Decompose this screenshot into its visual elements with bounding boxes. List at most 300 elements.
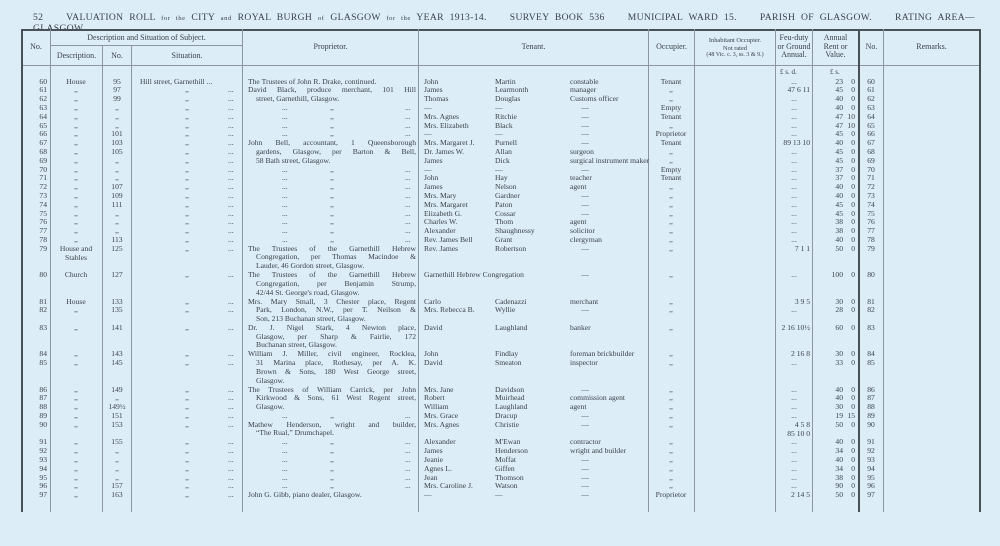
- situation: ,,: [185, 472, 189, 482]
- occupier: ,,: [669, 481, 673, 491]
- proprietor-line: Lauder, 46 Gordon street, Glasgow.: [256, 261, 365, 271]
- record-number-right: 79: [867, 243, 875, 253]
- description: House: [66, 76, 86, 86]
- tenant-occupation: surgical instrument maker: [570, 155, 650, 165]
- record-number: 88: [39, 402, 47, 412]
- rent-shillings: 0: [851, 349, 855, 359]
- proprietor-entry: [248, 139, 416, 165]
- record-number-right: 94: [867, 463, 875, 473]
- tenant-occupation: commission agent: [570, 393, 626, 403]
- proprietor-ditto: ,,: [330, 472, 334, 482]
- title-text: GLASGOW: [330, 12, 381, 23]
- title-text: and: [220, 15, 232, 22]
- column-divider: [858, 29, 860, 512]
- feu-duty: ...: [791, 129, 797, 139]
- tenant-surname: Wyllie: [495, 305, 516, 315]
- house-number: 105: [111, 146, 123, 156]
- ditto-filler: ...: [228, 305, 234, 315]
- description: ,,: [74, 472, 78, 482]
- situation: ,,: [185, 146, 189, 156]
- tenant-first-name: Robert: [424, 393, 445, 403]
- situation: ,,: [185, 190, 189, 200]
- proprietor-ditto: ,,: [330, 173, 334, 183]
- tenant-first-name: Mrs. Margaret: [424, 199, 468, 209]
- proprietor-ditto: ,,: [330, 182, 334, 192]
- column-divider: [242, 29, 243, 512]
- proprietor-ditto: ,,: [330, 454, 334, 464]
- ditto-filler: ...: [228, 384, 234, 394]
- ditto-filler: ...: [405, 173, 411, 183]
- house-number: 151: [111, 410, 123, 420]
- rent-pounds: 38: [835, 226, 843, 236]
- rent-pounds: 40: [835, 102, 843, 112]
- proprietor-ditto: ,,: [330, 164, 334, 174]
- feu-duty: 7 1 1: [794, 243, 810, 253]
- tenant-surname: Thomson: [495, 472, 524, 482]
- table-right-border: [979, 29, 981, 512]
- ditto-filler: ...: [282, 164, 288, 174]
- tenant-surname: Davidson: [495, 384, 525, 394]
- rent-shillings: 0: [851, 270, 855, 280]
- tenant-occupation: banker: [570, 322, 591, 332]
- rent-pounds: 40: [835, 234, 843, 244]
- record-number-right: 61: [867, 85, 875, 95]
- ditto-filler: ...: [282, 226, 288, 236]
- column-divider: [775, 29, 776, 512]
- rent-pounds: 45: [835, 129, 843, 139]
- tenant-occupation: —: [581, 120, 589, 130]
- rating-area: RATING AREA—: [895, 12, 975, 23]
- ditto-filler: ...: [405, 446, 411, 456]
- ditto-filler: ...: [405, 120, 411, 130]
- ditto-filler: ...: [228, 129, 234, 139]
- house-number: ,,: [115, 155, 119, 165]
- rent-shillings: 0: [851, 296, 855, 306]
- rent-shillings: 0: [851, 384, 855, 394]
- description: ,,: [74, 234, 78, 244]
- rent-shillings: 0: [851, 182, 855, 192]
- ditto-filler: ...: [282, 111, 288, 121]
- ditto-filler: ...: [228, 402, 234, 412]
- description: ,,: [74, 349, 78, 359]
- tenant-occupation: foreman brickbuilder: [570, 349, 635, 359]
- proprietor-line: Mrs. Mary Small, 3 Chester place, Regent: [248, 296, 416, 306]
- record-number: 71: [39, 173, 47, 183]
- feu-duty: 85 10 0: [787, 428, 810, 438]
- rent-pounds: 40: [835, 94, 843, 104]
- ditto-filler: ...: [228, 481, 234, 491]
- rent-shillings: 0: [851, 173, 855, 183]
- ditto-filler: ...: [405, 199, 411, 209]
- tenant-first-name: Mrs. Elizabeth: [424, 120, 469, 130]
- ditto-filler: ...: [228, 410, 234, 420]
- ditto-filler: ...: [228, 463, 234, 473]
- house-number: 99: [113, 94, 121, 104]
- proprietor-entry: [248, 491, 416, 500]
- record-number-right: 80: [867, 270, 875, 280]
- record-number: 64: [39, 111, 47, 121]
- description: Church: [64, 270, 88, 280]
- situation: ,,: [185, 446, 189, 456]
- occupier: ,,: [669, 217, 673, 227]
- tenant-surname: M'Ewan: [495, 437, 521, 447]
- tenant-first-name: James: [424, 155, 443, 165]
- feu-duty: ...: [791, 234, 797, 244]
- record-number-right: 93: [867, 454, 875, 464]
- proprietor-ditto: ,,: [330, 437, 334, 447]
- proprietor-line: The Trustees of the Garnethill Hebrew: [248, 270, 416, 280]
- occupier: ,,: [669, 182, 673, 192]
- description: ,,: [74, 358, 78, 368]
- ditto-filler: ...: [228, 243, 234, 253]
- occupier: ,,: [669, 419, 673, 429]
- house-number: ,,: [115, 472, 119, 482]
- feu-duty: 2 16 10½: [781, 322, 810, 332]
- tenant-occupation: —: [581, 454, 589, 464]
- feu-duty: 2 14 5: [791, 490, 810, 500]
- ditto-filler: ...: [405, 472, 411, 482]
- house-number: 153: [111, 419, 123, 429]
- rent-shillings: 0: [851, 490, 855, 500]
- rent-shillings: 0: [851, 463, 855, 473]
- tenant-occupation: —: [581, 472, 589, 482]
- tenant-occupation: Customs officer: [570, 94, 619, 104]
- situation: Hill street, Garnethill ...: [140, 76, 213, 86]
- tenant-occupation: —: [581, 102, 589, 112]
- record-number: 62: [39, 94, 47, 104]
- feu-duty: 89 13 10: [783, 138, 810, 148]
- situation: ,,: [185, 463, 189, 473]
- proprietor-entry: [248, 324, 416, 350]
- tenant-first-name: Mrs. Grace: [424, 410, 459, 420]
- tenant-surname: Laughland: [495, 402, 528, 412]
- rent-pounds: 45: [835, 199, 843, 209]
- tenant-surname: Watson: [495, 481, 518, 491]
- occupier: ,,: [669, 454, 673, 464]
- feu-duty: ...: [791, 402, 797, 412]
- proprietor-line: John Bell, accountant, 1 Queensborough: [248, 138, 416, 148]
- occupier: ,,: [669, 446, 673, 456]
- record-number-right: 66: [867, 129, 875, 139]
- situation: ,,: [185, 120, 189, 130]
- occupier: ,,: [669, 146, 673, 156]
- ditto-filler: ...: [405, 410, 411, 420]
- tenant-first-name: Mrs. Margaret J.: [424, 138, 475, 148]
- ditto-filler: ...: [228, 173, 234, 183]
- tenant-first-name: Mrs. Agnes: [424, 111, 460, 121]
- record-number: 66: [39, 129, 47, 139]
- tenant-surname: Henderson: [495, 446, 528, 456]
- situation: ,,: [185, 226, 189, 236]
- rent-pounds: 30: [835, 402, 843, 412]
- tenant-occupation: solicitor: [570, 226, 595, 236]
- rent-shillings: 10: [847, 120, 855, 130]
- record-number-right: 63: [867, 102, 875, 112]
- ditto-filler: ...: [228, 155, 234, 165]
- tenant-surname: Moffat: [495, 454, 516, 464]
- tenant-surname: —: [495, 490, 503, 500]
- ditto-filler: ...: [228, 120, 234, 130]
- proprietor-line: 58 Bath street, Glasgow.: [256, 155, 331, 165]
- feu-duty: ...: [791, 481, 797, 491]
- tenant-first-name: Garnethill Hebrew Congregation: [424, 270, 524, 280]
- record-number: 70: [39, 164, 47, 174]
- situation: ,,: [185, 393, 189, 403]
- situation: ,,: [185, 243, 189, 253]
- record-number: 90: [39, 419, 47, 429]
- occupier: ,,: [669, 393, 673, 403]
- tenant-surname: Giffen: [495, 463, 515, 473]
- description: ,,: [74, 463, 78, 473]
- rent-pounds: 30: [835, 296, 843, 306]
- occupier: ,,: [669, 120, 673, 130]
- tenant-first-name: Mrs. Agnes: [424, 419, 460, 429]
- proprietor-line: Congregation, per Thomas Macindoe &: [256, 252, 416, 262]
- record-number-right: 82: [867, 305, 875, 315]
- feu-duty: ...: [791, 76, 797, 86]
- house-number: 111: [111, 199, 123, 209]
- ditto-filler: ...: [405, 481, 411, 491]
- house-number: 109: [111, 190, 123, 200]
- rent-pounds: 30: [835, 349, 843, 359]
- proprietor-ditto: ,,: [330, 102, 334, 112]
- header-no-right: No.: [865, 42, 878, 51]
- situation: ,,: [185, 111, 189, 121]
- ditto-filler: ...: [228, 472, 234, 482]
- rent-shillings: 0: [851, 155, 855, 165]
- feu-duty: ...: [791, 393, 797, 403]
- rent-shillings: 0: [851, 454, 855, 464]
- record-number-right: 81: [867, 296, 875, 306]
- occupier: ,,: [669, 208, 673, 218]
- tenant-surname: Learmonth: [495, 85, 529, 95]
- description: ,,: [74, 305, 78, 315]
- rent-pounds: 45: [835, 146, 843, 156]
- tenant-occupation: wright and builder: [570, 446, 627, 456]
- situation: ,,: [185, 208, 189, 218]
- record-number: 86: [39, 384, 47, 394]
- survey-book: SURVEY BOOK 536: [509, 12, 605, 23]
- proprietor-ditto: ,,: [330, 226, 334, 236]
- description: ,,: [74, 384, 78, 394]
- title-text: YEAR 1913-14.: [416, 12, 487, 23]
- proprietor-ditto: ,,: [330, 199, 334, 209]
- ditto-filler: ...: [228, 393, 234, 403]
- column-divider: [812, 29, 813, 512]
- tenant-first-name: Alexander: [424, 226, 456, 236]
- record-number: 74: [39, 199, 47, 209]
- rent-pounds: 28: [835, 305, 843, 315]
- title-text: for the: [386, 15, 411, 22]
- feu-duty: ...: [791, 305, 797, 315]
- column-divider: [883, 29, 884, 512]
- column-divider: [418, 29, 419, 512]
- feu-duty: ...: [791, 173, 797, 183]
- record-number: 72: [39, 182, 47, 192]
- record-number-right: 89: [867, 410, 875, 420]
- tenant-occupation: —: [581, 208, 589, 218]
- record-number: 61: [39, 85, 47, 95]
- rent-shillings: 0: [851, 243, 855, 253]
- rent-shillings: 0: [851, 146, 855, 156]
- occupier: ,,: [669, 190, 673, 200]
- house-number: ,,: [115, 217, 119, 227]
- proprietor-line: Brown & Sons, 180 West George street,: [256, 366, 416, 376]
- tenant-surname: Robertson: [495, 243, 527, 253]
- rent-pounds: 100: [831, 270, 843, 280]
- rent-pounds: 50: [835, 490, 843, 500]
- house-number: ,,: [115, 446, 119, 456]
- header-situation: Situation.: [171, 51, 203, 60]
- feu-duty: ...: [791, 94, 797, 104]
- proprietor-entry: [248, 386, 416, 412]
- record-number-right: 71: [867, 173, 875, 183]
- occupier: ,,: [669, 305, 673, 315]
- record-number-right: 88: [867, 402, 875, 412]
- rent-pounds: 23: [835, 76, 843, 86]
- rent-shillings: 0: [851, 419, 855, 429]
- ditto-filler: ...: [405, 463, 411, 473]
- ditto-filler: ...: [405, 226, 411, 236]
- feu-duty: ...: [791, 446, 797, 456]
- tenant-first-name: Jean: [424, 472, 438, 482]
- proprietor-ditto: ,,: [330, 129, 334, 139]
- column-divider: [131, 45, 132, 512]
- house-number: 101: [111, 129, 123, 139]
- proprietor-ditto: ,,: [330, 120, 334, 130]
- rent-pounds: 40: [835, 384, 843, 394]
- record-number-right: 92: [867, 446, 875, 456]
- occupier: Tenant: [660, 76, 682, 86]
- rent-shillings: 0: [851, 76, 855, 86]
- record-number-right: 95: [867, 472, 875, 482]
- title-text: for the: [161, 15, 186, 22]
- ditto-filler: ...: [405, 454, 411, 464]
- tenant-surname: Martin: [495, 76, 516, 86]
- header-line: (48 Vic. c. 3, ss. 3 & 9.): [706, 52, 764, 59]
- tenant-occupation: —: [581, 111, 589, 121]
- description: ,,: [74, 129, 78, 139]
- record-number: 97: [39, 490, 47, 500]
- record-number-right: 84: [867, 349, 875, 359]
- house-number: 125: [111, 243, 123, 253]
- house-number: ,,: [115, 208, 119, 218]
- rent-pounds: 47: [835, 111, 843, 121]
- tenant-first-name: James: [424, 182, 443, 192]
- rent-pounds: 40: [835, 454, 843, 464]
- ditto-filler: ...: [405, 190, 411, 200]
- occupier: Proprietor: [655, 490, 687, 500]
- tenant-first-name: Rev. James: [424, 243, 459, 253]
- tenant-first-name: John: [424, 173, 439, 183]
- tenant-first-name: Jeanie: [424, 454, 443, 464]
- proprietor-line: “The Rual,” Drumchapel.: [256, 428, 335, 438]
- record-number: 68: [39, 146, 47, 156]
- rent-shillings: 0: [851, 393, 855, 403]
- ditto-filler: ...: [282, 446, 288, 456]
- description: ,,: [74, 120, 78, 130]
- tenant-occupation: agent: [570, 217, 587, 227]
- proprietor-line: 31 Marina place, Rothesay, per A. K.: [256, 358, 416, 368]
- tenant-occupation: contractor: [570, 437, 601, 447]
- ditto-filler: ...: [228, 490, 234, 500]
- tenant-surname: Muirhead: [495, 393, 525, 403]
- feu-duty: ...: [791, 190, 797, 200]
- group-rule: [50, 45, 242, 46]
- description: ,,: [74, 217, 78, 227]
- ditto-filler: ...: [228, 349, 234, 359]
- rent-shillings: 0: [851, 208, 855, 218]
- feu-duty: ...: [791, 146, 797, 156]
- page-number: 52: [33, 12, 44, 23]
- tenant-first-name: John: [424, 76, 439, 86]
- proprietor-entry: [248, 421, 416, 439]
- record-number: 85: [39, 358, 47, 368]
- ditto-filler: ...: [282, 190, 288, 200]
- tenant-surname: Shaughnessy: [495, 226, 535, 236]
- description: ,,: [74, 402, 78, 412]
- occupier: Proprietor: [655, 129, 687, 139]
- feu-duty: ...: [791, 463, 797, 473]
- situation: ,,: [185, 102, 189, 112]
- record-number: 69: [39, 155, 47, 165]
- proprietor-line: William J. Miller, civil engineer, Rocklea,: [248, 349, 416, 359]
- house-number: ,,: [115, 164, 119, 174]
- description: ,,: [74, 85, 78, 95]
- record-number: 96: [39, 481, 47, 491]
- tenant-occupation: teacher: [570, 173, 592, 183]
- house-number: 149: [111, 384, 123, 394]
- situation: ,,: [185, 94, 189, 104]
- occupier: ,,: [669, 243, 673, 253]
- tenant-first-name: Mrs. Jane: [424, 384, 454, 394]
- house-number: 97: [113, 85, 121, 95]
- feu-duty: ...: [791, 384, 797, 394]
- ditto-filler: ...: [228, 208, 234, 218]
- house-number: ,,: [115, 120, 119, 130]
- record-number: 78: [39, 234, 47, 244]
- rent-shillings: 0: [851, 322, 855, 332]
- description: ,,: [74, 481, 78, 491]
- tenant-surname: Cossar: [495, 208, 516, 218]
- column-divider: [50, 29, 51, 512]
- rent-shillings: 0: [851, 481, 855, 491]
- proprietor-line: gardens, Glasgow, per Barton & Bell,: [256, 146, 416, 156]
- description: ,,: [74, 173, 78, 183]
- record-number-right: 96: [867, 481, 875, 491]
- tenant-surname: Dracup: [495, 410, 518, 420]
- tenant-surname: Ritchie: [495, 111, 517, 121]
- record-number: 82: [39, 305, 47, 315]
- description: ,,: [74, 437, 78, 447]
- description: ,,: [74, 226, 78, 236]
- occupier: ,,: [669, 402, 673, 412]
- tenant-occupation: manager: [570, 85, 597, 95]
- rent-shillings: 0: [851, 190, 855, 200]
- house-number: 95: [113, 76, 121, 86]
- occupier: ,,: [669, 358, 673, 368]
- header-house-no: No.: [111, 51, 123, 60]
- record-number-right: 67: [867, 138, 875, 148]
- description: ,,: [74, 419, 78, 429]
- description: ,,: [74, 208, 78, 218]
- tenant-first-name: Rev. James Bell: [424, 234, 473, 244]
- house-number: 127: [111, 270, 123, 280]
- situation: ,,: [185, 349, 189, 359]
- tenant-first-name: John: [424, 349, 439, 359]
- description: ,,: [74, 138, 78, 148]
- rent-pounds: 37: [835, 164, 843, 174]
